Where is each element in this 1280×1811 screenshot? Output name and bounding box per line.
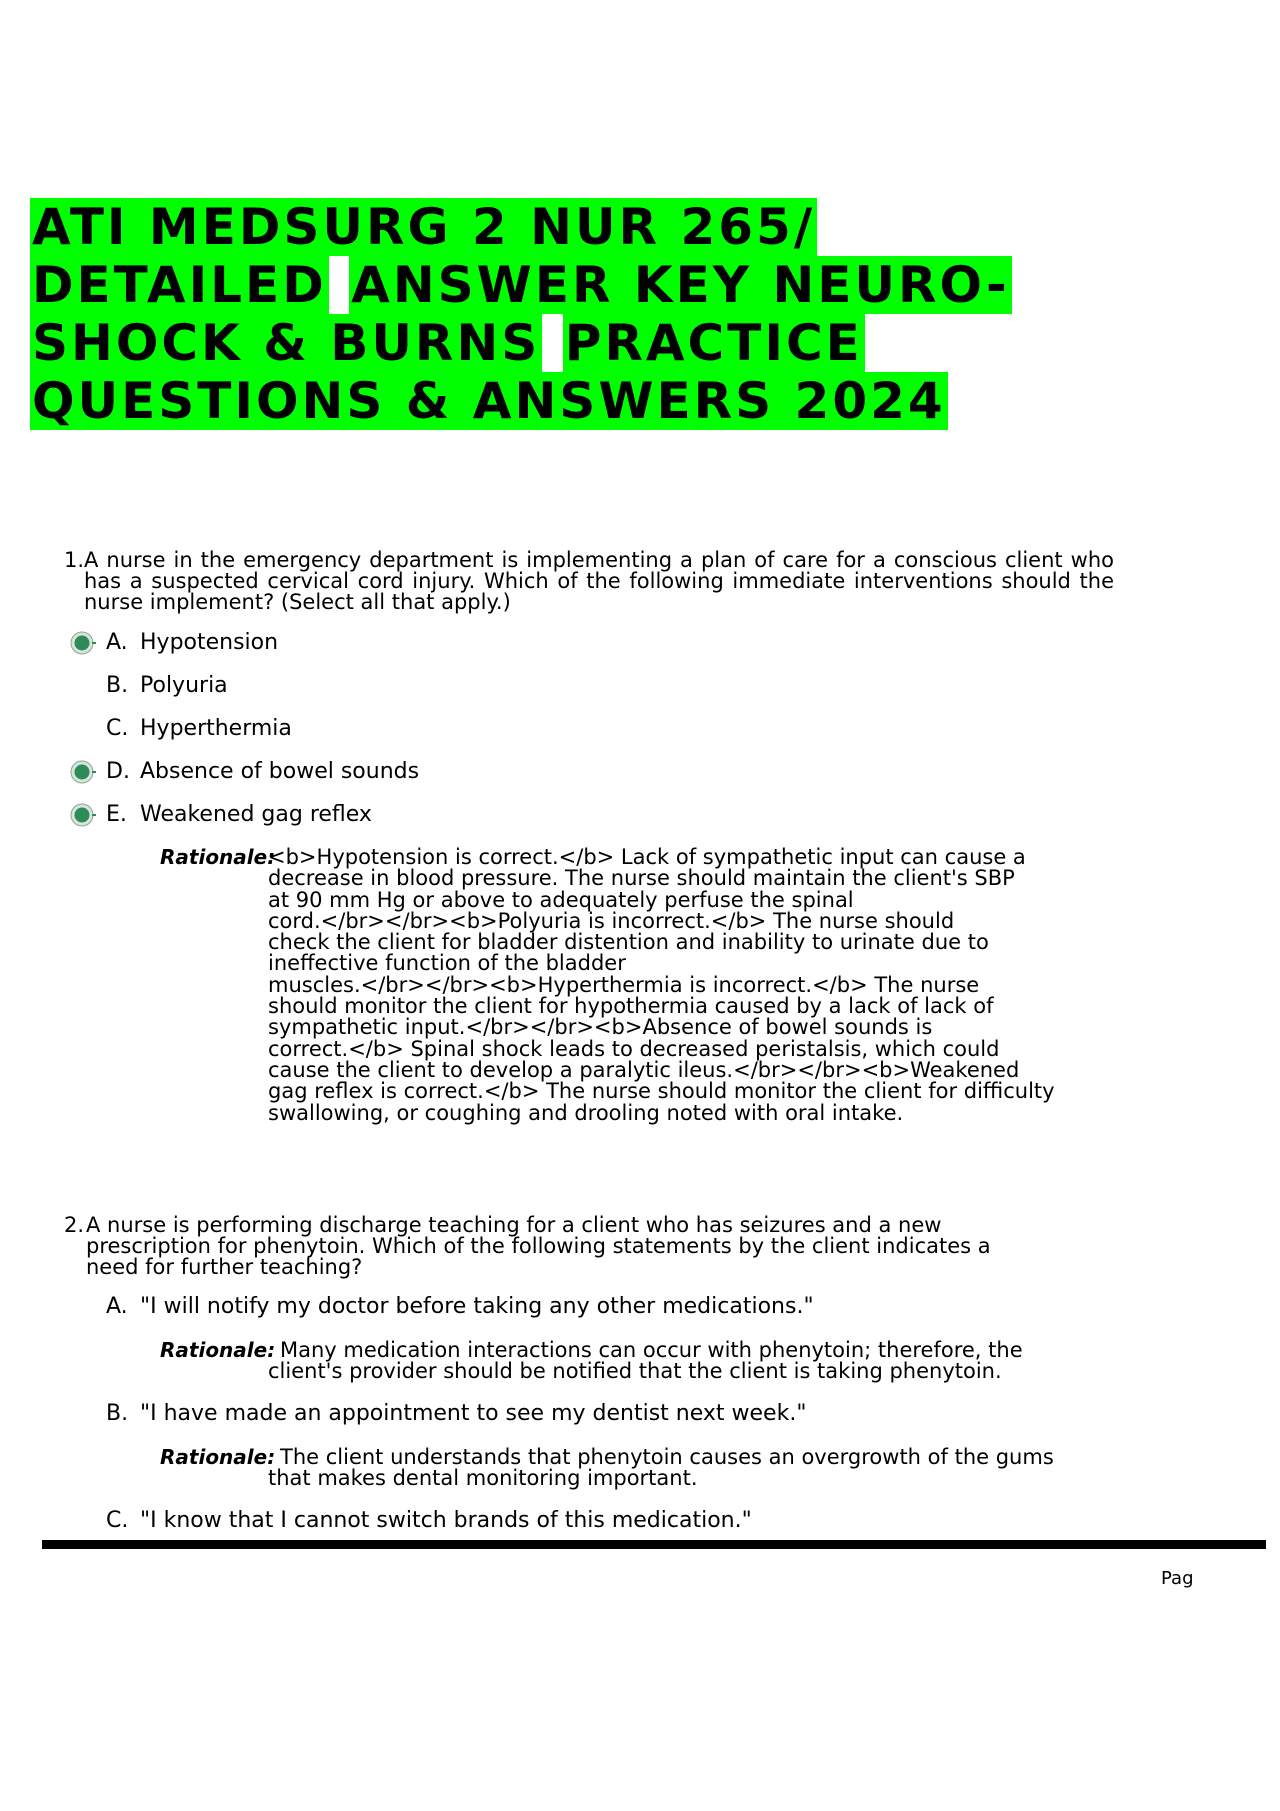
option-letter: A. bbox=[106, 630, 128, 655]
document-title bbox=[30, 198, 1180, 430]
rationale-line: sympathetic input.</br></br><b>Absence of bowel sounds is bbox=[268, 1015, 933, 1040]
rationale-label: Rationale: bbox=[160, 1445, 276, 1469]
question-stem: A nurse in the emergency department is implementing a plan of care for a conscious client who has a suspected cervical cord injury. Which of the following immediate interventions should the nurse implement? (Select all that apply.) bbox=[84, 548, 1114, 614]
answer-option bbox=[106, 630, 278, 656]
title-seg: DETAILED bbox=[32, 256, 327, 314]
rationale-line: Many medication interactions can occur with phenytoin; therefore, the bbox=[280, 1338, 1023, 1362]
option-text: "I have made an appointment to see my dentist next week." bbox=[140, 1401, 807, 1426]
selected-answer-icon bbox=[70, 802, 96, 828]
question-number: 1. bbox=[64, 548, 85, 572]
rationale-line: gag reflex is correct.</b> The nurse should monitor the client for difficulty bbox=[268, 1079, 1055, 1104]
option-letter: C. bbox=[106, 1508, 129, 1533]
question-stem bbox=[86, 1215, 1186, 1278]
rationale-block bbox=[160, 1447, 1270, 1490]
rationale-label: Rationale: bbox=[160, 845, 276, 869]
answer-option bbox=[106, 802, 372, 828]
option-text: Hyperthermia bbox=[140, 716, 292, 741]
option-text: Polyuria bbox=[140, 673, 228, 698]
option-text: Absence of bowel sounds bbox=[140, 759, 420, 784]
option-letter: A. bbox=[106, 1294, 128, 1319]
option-letter: C. bbox=[106, 716, 129, 741]
answer-option bbox=[106, 1401, 806, 1427]
rationale-line: swallowing, or coughing and drooling noted with oral intake. bbox=[268, 1100, 904, 1125]
title-seg: ATI MEDSURG 2 NUR 265/ bbox=[32, 198, 816, 256]
rationale-line: client's provider should be notified that the client is taking phenytoin. bbox=[268, 1359, 1002, 1384]
rationale-line: cause the client to develop a paralytic ileus.</br></br><b>Weakened bbox=[268, 1057, 1020, 1082]
stem-line: prescription for phenytoin. Which of the following statements by the client indicates a bbox=[86, 1234, 991, 1258]
answer-option bbox=[106, 673, 228, 699]
option-text: "I will notify my doctor before taking any other medications." bbox=[140, 1294, 814, 1319]
title-seg: ANSWER KEY NEURO- bbox=[351, 256, 1010, 314]
rationale-line: The client understands that phenytoin causes an overgrowth of the gums bbox=[280, 1445, 1054, 1469]
option-text: "I know that I cannot switch brands of this medication." bbox=[140, 1508, 752, 1533]
rationale-line: ineffective function of the bladder bbox=[268, 951, 626, 976]
rationale-line: check the client for bladder distention and inability to urinate due to bbox=[268, 930, 989, 955]
option-letter: D. bbox=[106, 759, 130, 784]
answer-option bbox=[106, 716, 292, 742]
option-letter: B. bbox=[106, 673, 129, 698]
rationale-line: correct.</b> Spinal shock leads to decreased peristalsis, which could bbox=[268, 1036, 1000, 1061]
rationale-block bbox=[160, 1340, 1270, 1383]
title-seg: PRACTICE bbox=[564, 314, 863, 372]
rationale-block bbox=[160, 847, 1270, 1124]
footer-rule bbox=[42, 1540, 1266, 1549]
option-letter: E. bbox=[106, 802, 127, 827]
option-text: Hypotension bbox=[140, 630, 279, 655]
question-number: 2. bbox=[64, 1213, 85, 1237]
selected-answer-icon bbox=[70, 630, 96, 656]
stem-line: need for further teaching? bbox=[86, 1255, 363, 1279]
rationale-line: should monitor the client for hypothermia caused by a lack of lack of bbox=[268, 994, 994, 1019]
rationale-line: cord.</br></br><b>Polyuria is incorrect.</b> The nurse should bbox=[268, 908, 955, 933]
answer-option bbox=[106, 1508, 752, 1534]
title-seg: QUESTIONS & ANSWERS 2024 bbox=[32, 372, 946, 430]
rationale-line: that makes dental monitoring important. bbox=[268, 1466, 698, 1491]
option-letter: B. bbox=[106, 1401, 129, 1426]
rationale-line: decrease in blood pressure. The nurse should maintain the client's SBP bbox=[268, 866, 1015, 891]
rationale-line: at 90 mm Hg or above to adequately perfuse the spinal bbox=[268, 887, 854, 912]
stem-line: A nurse is performing discharge teaching for a client who has seizures and a new bbox=[86, 1213, 942, 1237]
title-seg: SHOCK & BURNS bbox=[32, 314, 541, 372]
page-number: Pag bbox=[1161, 1568, 1194, 1589]
answer-option bbox=[106, 1294, 814, 1320]
rationale-label: Rationale: bbox=[160, 1338, 276, 1362]
answer-option bbox=[106, 759, 419, 785]
rationale-line: muscles.</br></br><b>Hyperthermia is incorrect.</b> The nurse bbox=[268, 972, 980, 997]
option-text: Weakened gag reflex bbox=[140, 802, 372, 827]
rationale-line: <b>Hypotension is correct.</b> Lack of sympathetic input can cause a bbox=[268, 845, 1026, 869]
selected-answer-icon bbox=[70, 759, 96, 785]
